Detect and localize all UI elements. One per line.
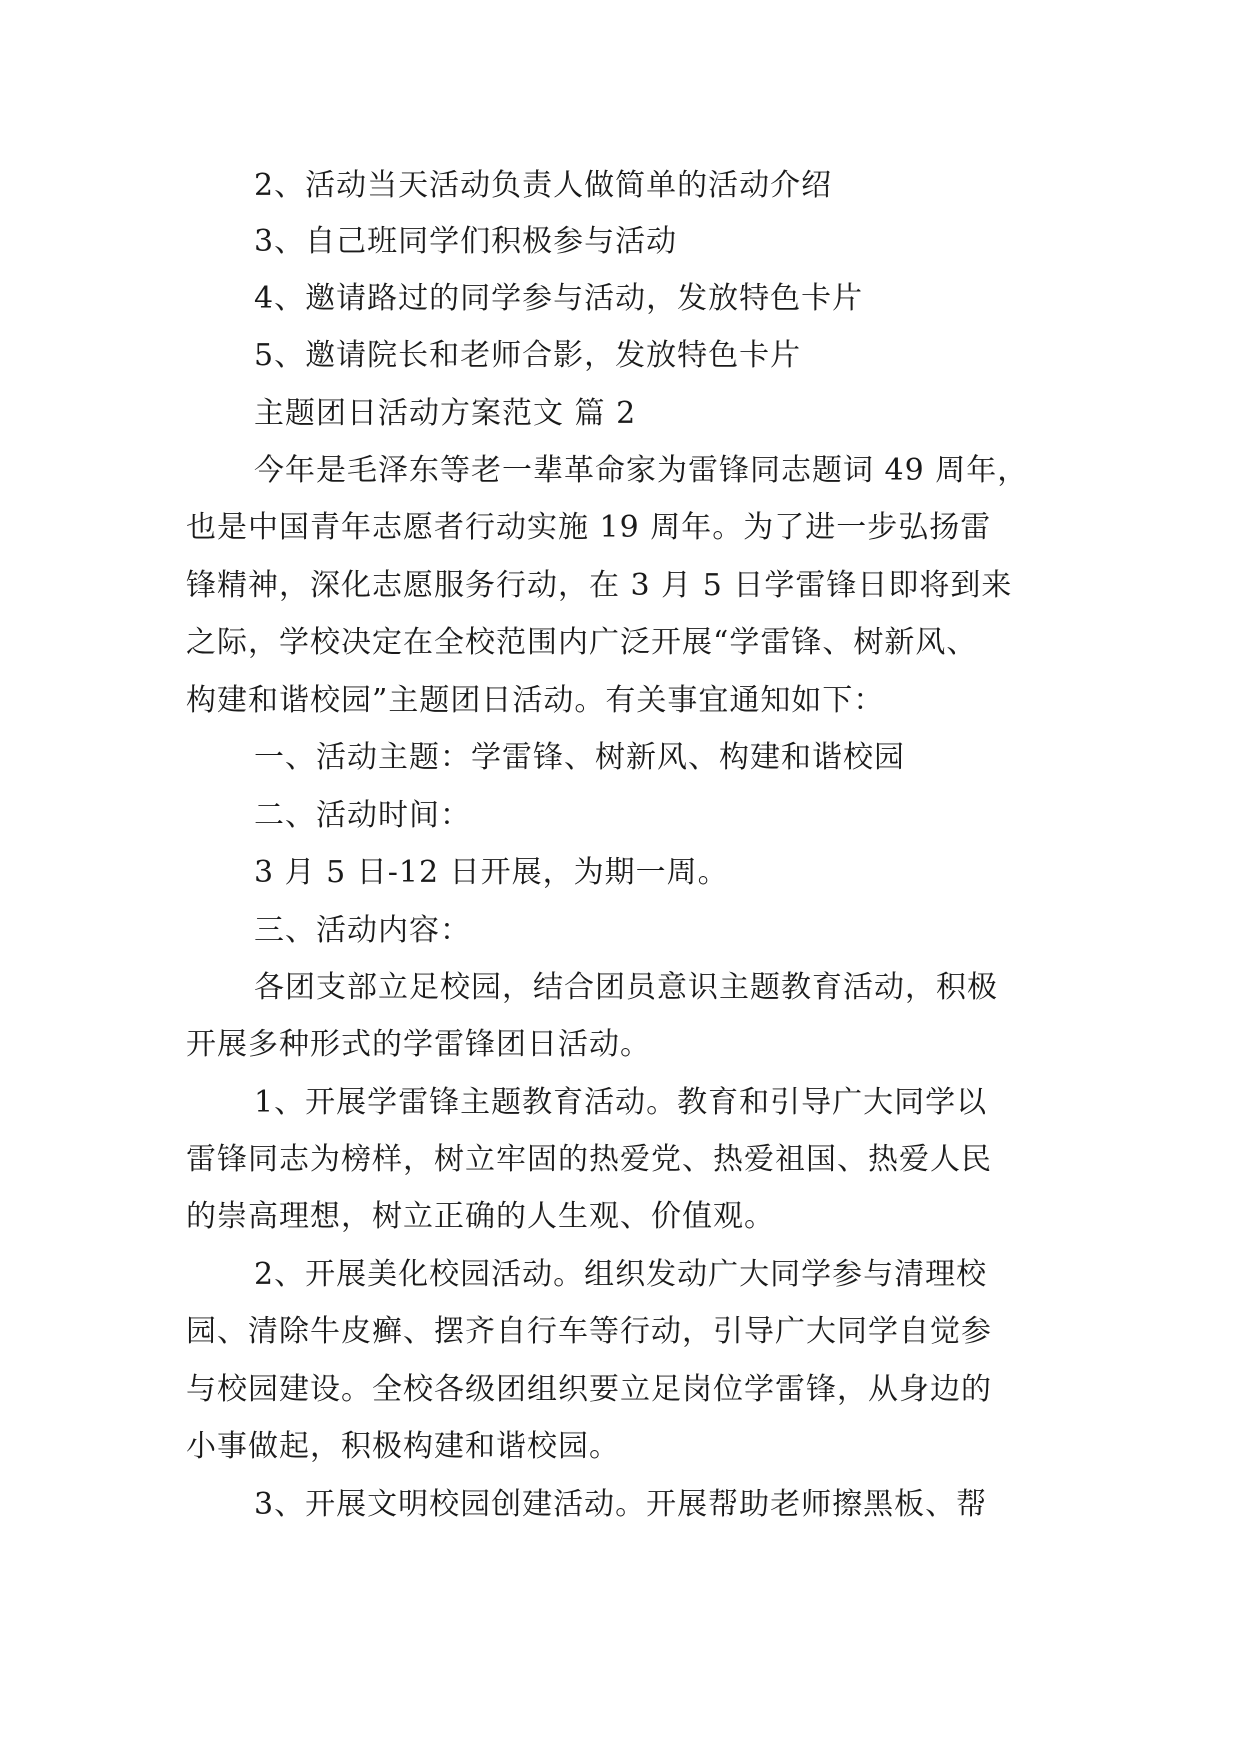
paragraph-line: 今年是毛泽东等老一辈革命家为雷锋同志题词 49 周年， xyxy=(254,453,1029,488)
list-item-4: 4、邀请路过的同学参与活动，发放特色卡片 xyxy=(254,281,864,316)
paragraph-line: 小事做起，积极构建和谐校园。 xyxy=(186,1429,620,1464)
activity-theme: 一、活动主题：学雷锋、树新风、构建和谐校园 xyxy=(254,740,905,775)
paragraph-line: 1、开展学雷锋主题教育活动。教育和引导广大同学以 xyxy=(254,1085,988,1120)
paragraph-line: 开展多种形式的学雷锋团日活动。 xyxy=(186,1027,651,1062)
activity-time-heading: 二、活动时间： xyxy=(254,798,471,833)
list-item-5: 5、邀请院长和老师合影，发放特色卡片 xyxy=(254,338,802,373)
paragraph-line: 的崇高理想，树立正确的人生观、价值观。 xyxy=(186,1199,775,1234)
list-item-3: 3、自己班同学们积极参与活动 xyxy=(254,224,678,259)
paragraph-line: 雷锋同志为榜样，树立牢固的热爱党、热爱祖国、热爱人民 xyxy=(186,1142,992,1177)
paragraph-line: 园、清除牛皮癣、摆齐自行车等行动，引导广大同学自觉参 xyxy=(186,1314,992,1349)
paragraph-line: 之际，学校决定在全校范围内广泛开展“学雷锋、树新风、 xyxy=(186,625,978,660)
paragraph-line: 2、开展美化校园活动。组织发动广大同学参与清理校 xyxy=(254,1257,988,1292)
paragraph-line: 3、开展文明校园创建活动。开展帮助老师擦黑板、帮 xyxy=(254,1487,988,1522)
section-heading: 主题团日活动方案范文 篇 2 xyxy=(254,396,637,431)
paragraph-line: 与校园建设。全校各级团组织要立足岗位学雷锋，从身边的 xyxy=(186,1372,992,1407)
activity-time-value: 3 月 5 日-12 日开展，为期一周。 xyxy=(254,855,729,890)
list-item-2: 2、活动当天活动负责人做简单的活动介绍 xyxy=(254,168,833,203)
paragraph-line: 也是中国青年志愿者行动实施 19 周年。为了进一步弘扬雷 xyxy=(186,510,992,545)
paragraph-line: 构建和谐校园”主题团日活动。有关事宜通知如下： xyxy=(186,683,885,718)
paragraph-line: 各团支部立足校园，结合团员意识主题教育活动，积极 xyxy=(254,970,998,1005)
paragraph-line: 锋精神，深化志愿服务行动，在 3 月 5 日学雷锋日即将到来 xyxy=(186,568,1013,603)
activity-content-heading: 三、活动内容： xyxy=(254,913,471,948)
